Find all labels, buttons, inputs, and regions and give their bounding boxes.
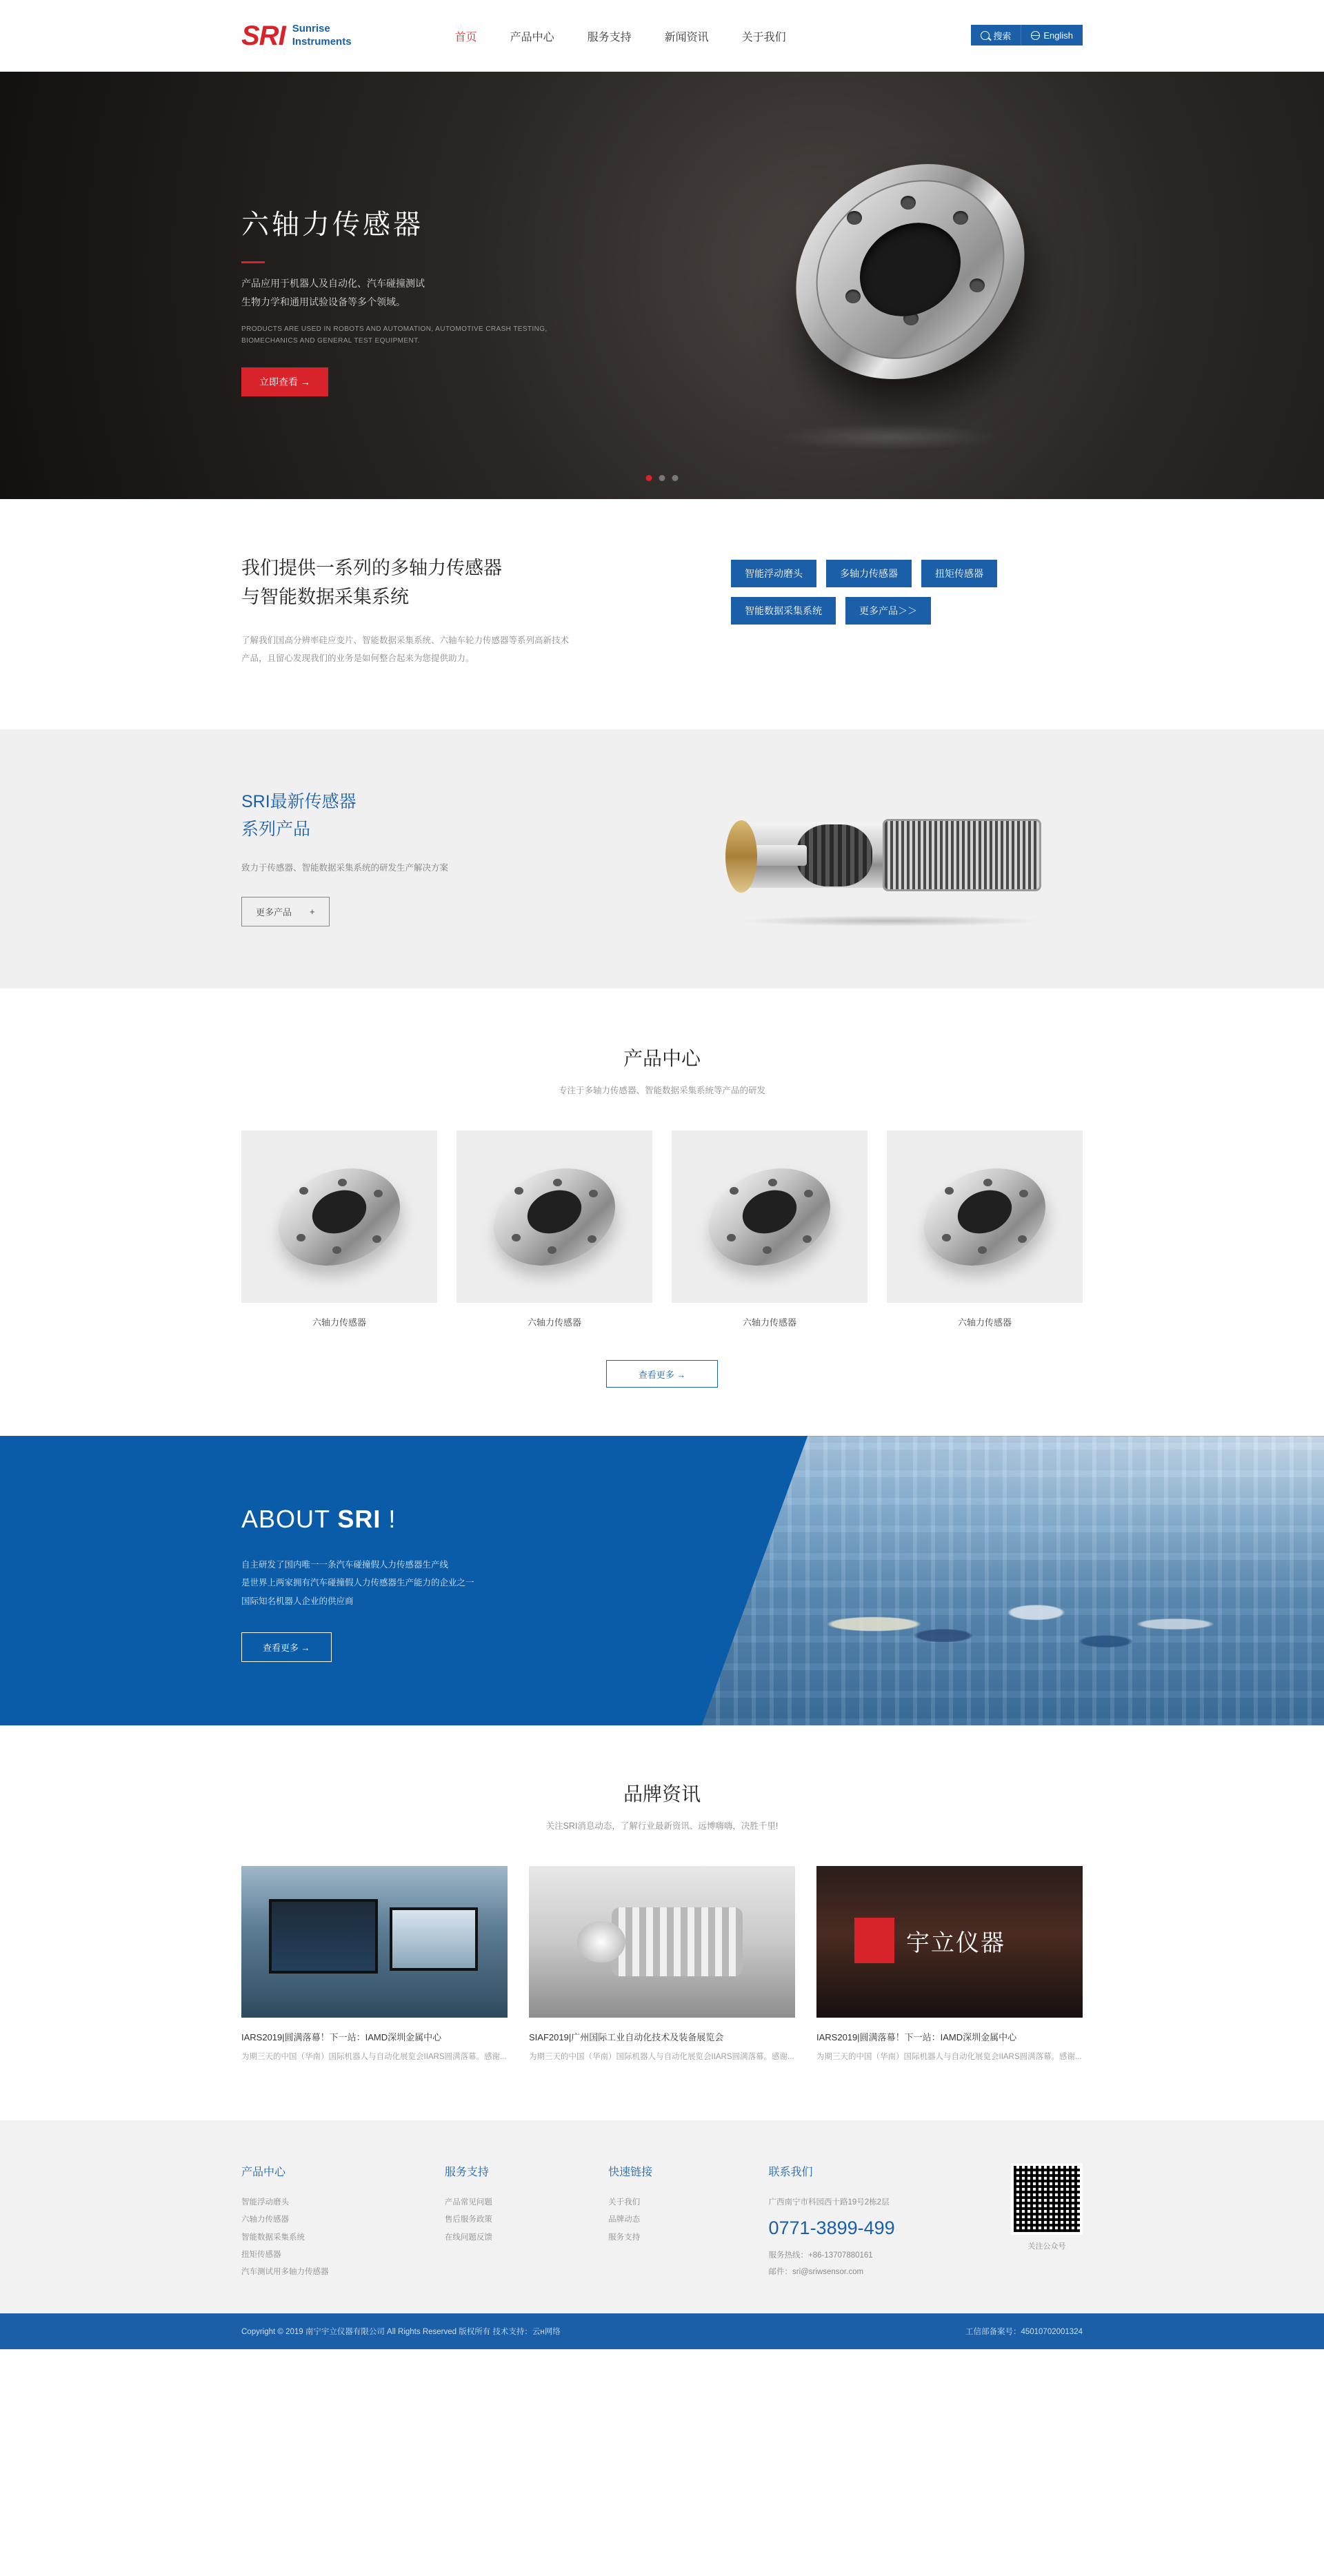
footer-column-title: 快速链接 [608,2167,653,2179]
sensor-bolt [970,278,985,292]
feature-heading-line-1: SRI最新传感器 [241,791,357,811]
news-card-title: IARS2019|圆满落幕！下一站：IAMD深圳金属中心 [241,2032,442,2043]
plus-icon: + [310,906,315,917]
search-button[interactable] [971,25,1021,45]
main-navigation [455,28,786,44]
news-card[interactable] [241,1866,508,2065]
site-header [0,0,1324,72]
footer-column-quicklinks [608,2163,652,2281]
icp-record-number: 工信部备案号：45010702001324 [965,2327,1083,2336]
sensor-bolt [953,211,968,225]
hero-title: 六轴力传感器 [241,210,423,240]
about-line-2: 是世界上两家拥有汽车碰撞假人力传感器生产能力的企业之一 [241,1578,474,1588]
logo[interactable] [241,22,352,50]
nav-item-about[interactable]: 关于我们 [741,31,786,43]
product-card[interactable] [672,1130,867,1328]
site-footer [0,2120,1324,2313]
feature-heading-line-2: 系列产品 [241,819,311,839]
footer-link[interactable]: 汽车测试用多轴力传感器 [241,2268,329,2277]
copyright-bar [0,2313,1324,2349]
contact-address: 广西南宁市科园西十路19号2栋2层 [768,2198,890,2207]
news-card[interactable] [529,1866,795,2065]
language-button[interactable] [1021,25,1083,45]
product-card[interactable] [887,1130,1083,1328]
feature-image-shadow [738,915,1041,926]
hero-slider-dots [646,475,679,481]
products-grid [241,1130,1083,1328]
news-thumbnail [241,1866,508,2018]
feature-more-label: 更多产品 [256,906,292,917]
product-card[interactable] [241,1130,437,1328]
footer-link[interactable]: 服务支持 [608,2233,641,2242]
news-card-title: SIAF2019|广州国际工业自动化技术及装备展览会 [529,2032,724,2043]
feature-text [241,788,565,926]
hero-slider-dot-3[interactable] [672,475,679,481]
logo-line-2: Instruments [292,36,352,48]
footer-link[interactable]: 智能浮动磨头 [241,2198,289,2207]
products-title: 产品中心 [623,1048,701,1070]
hero-subtitle-line-1: 产品应用于机器人及自动化、汽车碰撞测试 [241,278,425,289]
nav-item-products[interactable]: 产品中心 [510,31,554,43]
footer-link[interactable]: 扭矩传感器 [241,2250,281,2259]
about-section [0,1436,1324,1725]
actuator-bellows [796,824,872,886]
news-card-title: IARS2019|圆满落幕！下一站：IAMD深圳金属中心 [816,2032,1017,2043]
intro-heading-line-1: 我们提供一系列的多轴力传感器 [241,558,502,578]
news-grid [241,1866,1083,2065]
hero-slider-dot-1[interactable] [646,475,652,481]
feature-section [0,729,1324,988]
hero-cta-button[interactable]: 立即查看 → [241,367,328,396]
footer-link[interactable]: 六轴力传感器 [241,2215,289,2224]
contact-email: 邮件：sri@sriwsensor.com [768,2268,864,2277]
globe-icon [1031,31,1040,40]
hero-slider-dot-2[interactable] [659,475,665,481]
actuator-striped-body [883,819,1041,891]
about-title-brand: SRI [337,1505,381,1534]
product-thumbnail [241,1130,437,1303]
copyright-text: Copyright © 2019 南宁宇立仪器有限公司 All Rights Reserved 版权所有 技术支持：云н网络 [241,2327,561,2336]
hero-subtitle-english: PRODUCTS ARE USED IN ROBOTS AND AUTOMATION, AUTOMOTIVE CRASH TESTING, BIOMECHANICS AND GENERAL TEST EQUIPMENT. [241,325,548,345]
footer-qr-block [1011,2163,1083,2281]
footer-link[interactable]: 在线问题反馈 [444,2233,492,2242]
tag-torque-sensor[interactable]: 扭矩传感器 [921,560,997,587]
sensor-bolt [845,290,861,303]
product-name: 六轴力传感器 [957,1317,1012,1328]
header-actions [971,25,1083,45]
about-title-prefix: ABOUT [241,1505,338,1534]
products-subtitle: 专注于多轴力传感器、智能数据采集系统等产品的研发 [558,1086,765,1096]
about-more-button[interactable]: 查看更多 → [241,1632,332,1662]
hero-divider [241,261,265,263]
hero-product-image [765,148,1062,396]
news-section [0,1725,1324,2120]
footer-column-title: 产品中心 [241,2167,286,2179]
footer-column-services [445,2163,492,2281]
footer-link[interactable]: 关于我们 [608,2198,641,2207]
about-description [241,1556,1083,1610]
product-name: 六轴力传感器 [742,1317,796,1328]
nav-item-news[interactable]: 新闻资讯 [664,31,709,43]
product-thumbnail [457,1130,652,1303]
footer-link[interactable]: 售后服务政策 [444,2215,492,2224]
news-subtitle: 关注SRI消息动态，了解行业最新资讯、远博嗨嗨，决胜千里! [545,1821,779,1832]
qr-code-icon [1011,2163,1083,2235]
footer-link[interactable]: 产品常见问题 [444,2198,492,2207]
sensor-bolt [847,211,862,225]
contact-phone[interactable]: 0771-3899-499 [768,2218,895,2239]
qr-caption: 关注公众号 [1027,2242,1066,2251]
footer-column-products [241,2163,329,2281]
footer-link[interactable]: 智能数据采集系统 [241,2233,305,2242]
news-thumbnail [529,1866,795,2018]
news-thumbnail [816,1866,1083,2018]
contact-service-hotline: 服务热线：+86-13707880161 [768,2251,873,2260]
news-title: 品牌资讯 [623,1783,701,1805]
hero-banner [0,72,1324,499]
products-more-button[interactable]: 查看更多 → [606,1360,718,1388]
about-title [241,1436,1083,1534]
intro-paragraph: 了解我们国高分辨率硅应变片、智能数据采集系统、六轴车轮力传感器等系列高新技术产品，且留心发现我们的业务是如何整合起来为您提供助力。 [241,635,570,663]
about-line-1: 自主研发了国内唯一一条汽车碰撞假人力传感器生产线 [241,1560,449,1570]
news-card-desc: 为期三天的中国（华南）国际机器人与自动化展览会IIARS圆满落幕。感谢... [816,2053,1082,2062]
logo-line-1: Sunrise [292,23,330,35]
intro-text [241,554,628,667]
hero-subtitle-line-2: 生物力学和通用试验设备等多个领域。 [241,296,405,307]
actuator-shaft [752,845,807,866]
hero-text-block [241,203,572,396]
feature-more-button[interactable] [241,897,330,926]
product-name: 六轴力传感器 [527,1317,581,1328]
footer-link[interactable]: 品牌动态 [608,2215,641,2224]
news-card[interactable] [816,1866,1083,2065]
logo-mark: SRI [241,21,285,51]
product-name: 六轴力传感器 [312,1317,366,1328]
news-card-desc: 为期三天的中国（华南）国际机器人与自动化展览会IIARS圆满落幕。感谢... [529,2053,794,2062]
product-thumbnail [672,1130,867,1303]
intro-heading-line-2: 与智能数据采集系统 [241,586,409,607]
about-title-suffix: ! [381,1505,397,1534]
intro-heading [241,554,628,612]
actuator-flange [725,820,757,893]
hero-glow [779,423,1000,451]
search-icon [981,31,990,40]
logo-text [292,23,352,49]
sensor-bolt [901,196,916,210]
product-thumbnail [887,1130,1083,1303]
footer-column-title: 联系我们 [768,2167,813,2179]
tag-multi-axis-force-sensor[interactable]: 多轴力传感器 [826,560,912,587]
footer-column-contact [769,2163,895,2281]
hero-subtitle [241,274,572,311]
feature-heading [241,788,565,843]
tag-more-products[interactable]: 更多产品＞＞ [845,597,931,625]
feature-product-image [676,784,1083,929]
feature-description: 致力于传感器、智能数据采集系统的研发生产解决方案 [241,862,449,873]
search-label: 搜索 [993,30,1012,41]
news-card-desc: 为期三天的中国（华南）国际机器人与自动化展览会IIARS圆满落幕。感谢... [241,2053,507,2062]
intro-section [0,499,1324,729]
nav-item-services[interactable]: 服务支持 [587,31,632,43]
product-card[interactable] [457,1130,652,1328]
about-line-3: 国际知名机器人企业的供应商 [241,1596,354,1606]
footer-column-title: 服务支持 [444,2167,489,2179]
products-section [0,988,1324,1436]
tag-smart-floating-head[interactable]: 智能浮动磨头 [731,560,816,587]
tag-smart-daq-system[interactable]: 智能数据采集系统 [731,597,836,625]
intro-category-tags [731,554,1083,667]
nav-item-home[interactable]: 首页 [454,31,477,43]
language-label: English [1043,30,1073,41]
